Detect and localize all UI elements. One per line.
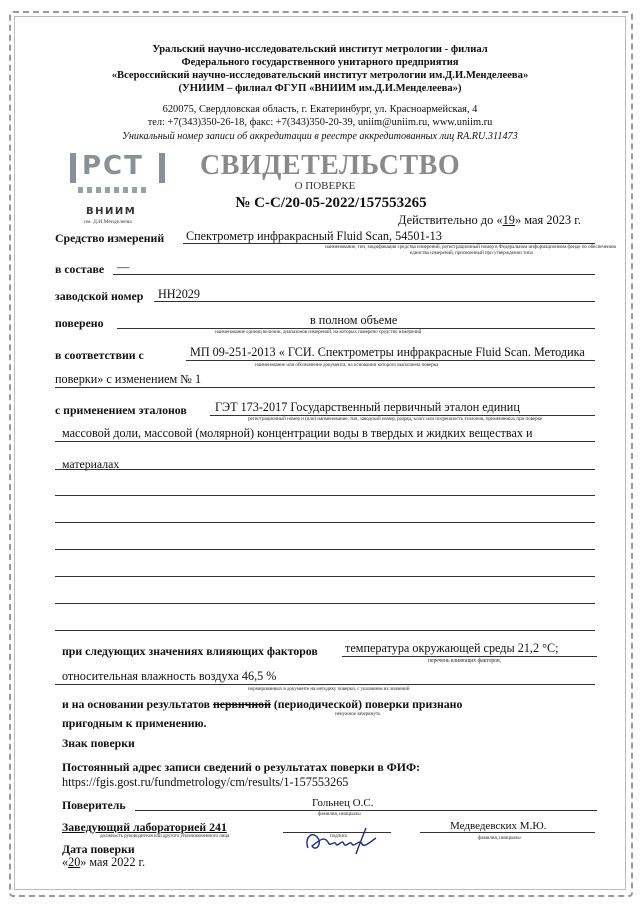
logo-mark: [70, 153, 165, 183]
factors-label: при следующих значениях влияющих факторов: [62, 644, 318, 658]
head-name: Медведевских М.Ю.: [450, 820, 547, 832]
basis-periodic: (периодической): [273, 697, 363, 711]
valid-day: 19: [502, 213, 515, 227]
standards-value-1: ГЭТ 173-2017 Государственный первичный эталон единиц: [215, 400, 520, 414]
verification-basis: [62, 697, 462, 712]
logo-bars: [78, 187, 146, 193]
head-name-caption: фамилия, инициалы: [478, 835, 521, 841]
serial-label: заводской номер: [55, 289, 144, 303]
org-address: 620075, Свердловская область, г. Екатеринбург, ул. Красноармейская, 4: [162, 104, 478, 115]
instrument-label: Средство измерений: [55, 231, 165, 245]
method-document: МП 09-251-2013 « ГСИ. Спектрометры инфракрасные Fluid Scan. Методика: [190, 345, 585, 359]
valid-until: [398, 213, 581, 228]
date-suffix: » мая 2022 г.: [80, 855, 146, 869]
document-inner-border: [14, 16, 626, 890]
certificate-title: СВИДЕТЕЛЬСТВО: [200, 150, 461, 181]
sign-caption: подпись: [330, 833, 348, 839]
instrument-caption-2: единства измерений, присвоенный при утверждении типа: [410, 250, 533, 256]
certificate-number: № С-С/20-05-2022/157553265: [235, 195, 427, 211]
head-caption: должность руководителя или другого уполномоченного лица: [100, 833, 230, 839]
date-label: Дата поверки: [62, 842, 135, 856]
basis-prefix: и на основании результатов: [62, 697, 210, 711]
composition-value: —: [117, 260, 130, 274]
org-line-1: Уральский научно-исследовательский институт метрологии - филиал: [152, 44, 488, 55]
mark-label: Знак поверки: [62, 736, 135, 750]
method-document-cont: поверки» с изменением № 1: [55, 372, 202, 386]
verifier-label: Поверитель: [62, 798, 126, 812]
date-day: 20: [68, 855, 81, 869]
fif-label: Постоянный адрес записи сведений о результатах поверки в ФИФ:: [62, 760, 421, 774]
logo-subtitle: им. Д.И.Менделеева: [84, 219, 132, 225]
certificate-subtitle: О ПОВЕРКЕ: [294, 180, 356, 192]
basis-caption: ненужное зачеркнуть: [335, 711, 381, 717]
factors-caption-1: перечень влияющих факторов,: [428, 658, 501, 664]
basis-suffix: поверки признано: [364, 697, 463, 711]
standards-value-2: массовой доли, массовой (молярной) концентрации воды в твердых и жидких веществах и: [62, 426, 533, 440]
signature-image: [300, 818, 390, 858]
verification-date: [62, 855, 145, 870]
fit-statement: пригодным к применению.: [62, 716, 207, 730]
instrument-caption-1: наименование, тип, модификация средства измерений, регистрационный номер в Федеральном информационном фонде по обеспечению: [325, 244, 617, 250]
org-line-3: «Всероссийский научно-исследовательский институт метрологии им.Д.И.Менделеева»: [111, 70, 529, 81]
serial-number: НН2029: [158, 287, 200, 301]
verified-scope: в полном объеме: [310, 313, 398, 327]
composition-label: в составе: [55, 262, 105, 276]
method-caption: наименование или обозначение документа, на основании которого выполнена поверка: [255, 362, 439, 368]
accordance-label: в соответствии с: [55, 348, 144, 362]
accreditation-note: Уникальный номер записи об аккредитации в реестре аккредитованных лиц RA.RU.311473: [122, 131, 518, 142]
factors-temperature: температура окружающей среды 21,2 °С;: [345, 641, 559, 655]
head-position: Заведующий лабораторией 241: [62, 820, 227, 834]
valid-suffix: » мая 2023 г.: [515, 213, 582, 227]
org-line-2: Федерального государственного унитарного предприятия: [181, 57, 459, 68]
logo-name: ВНИИМ: [86, 206, 137, 217]
basis-primary-struck: первичной: [212, 697, 271, 711]
instrument-value: Спектрометр инфракрасный Fluid Scan, 54501-13: [186, 229, 442, 243]
verifier-caption: фамилия, инициалы: [318, 811, 361, 817]
fif-url[interactable]: https://fgis.gost.ru/fundmetrology/cm/results/1-157553265: [62, 775, 349, 789]
factors-humidity: относительная влажность воздуха 46,5 %: [62, 669, 277, 683]
org-contacts: тел: +7(343)350-26-18, факс: +7(343)350-20-39, uniim@uniim.ru, www.uniim.ru: [147, 117, 493, 128]
verified-caption: наименование единиц величин, диапазонов измерений, на которых поверено средство измерений: [215, 329, 422, 335]
logo-text: PCT: [82, 151, 144, 181]
standards-label: с применением эталонов: [55, 403, 187, 417]
valid-prefix: Действительно до «: [398, 213, 503, 227]
verified-label: поверено: [55, 316, 104, 330]
date-prefix: «: [62, 855, 69, 869]
factors-caption-2: нормированных в документе на методику поверки, с указанием их значений: [248, 686, 410, 692]
standards-value-3: материалах: [62, 457, 120, 471]
org-line-4: (УНИИМ – филиал ФГУП «ВНИИМ им.Д.И.Менделеева»): [178, 83, 462, 94]
standards-caption: регистрационный номер и (или) наименование, тип, заводской номер, разряд, класс или погрешность эталонов, применяемых при поверке: [248, 416, 543, 422]
verifier-name: Гольнец О.С.: [312, 797, 374, 809]
